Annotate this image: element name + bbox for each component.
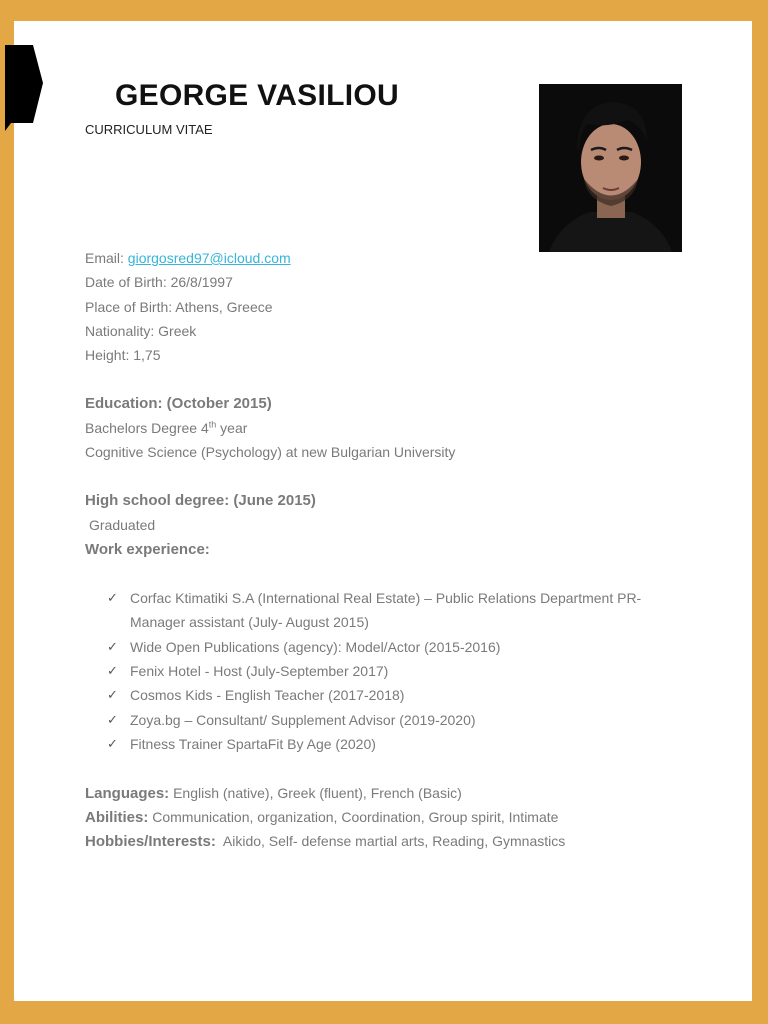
checkmark-icon: ✓ bbox=[107, 590, 118, 606]
profile-photo bbox=[539, 84, 682, 252]
list-item bbox=[85, 586, 725, 610]
education-degree bbox=[85, 416, 725, 440]
hobbies-line bbox=[85, 829, 725, 853]
checkmark-icon: ✓ bbox=[107, 735, 118, 751]
list-item bbox=[85, 635, 725, 659]
person-name: GEORGE VASILIOU bbox=[115, 79, 399, 112]
work-item-text: Fitness Trainer SpartaFit By Age (2020) bbox=[130, 735, 376, 752]
list-item bbox=[85, 659, 725, 683]
work-experience-heading: Work experience: bbox=[85, 540, 210, 558]
email-link[interactable]: giorgosred97@icloud.com bbox=[127, 250, 291, 266]
work-item-text: Wide Open Publications (agency): Model/Actor (2015-2016) bbox=[130, 638, 501, 655]
place-of-birth: Place of Birth: Athens, Greece bbox=[85, 298, 273, 315]
work-item-text: Manager assistant (July- August 2015) bbox=[130, 614, 369, 631]
list-item bbox=[85, 683, 725, 707]
email-line bbox=[85, 246, 725, 270]
work-experience-list bbox=[85, 586, 725, 756]
languages-line bbox=[85, 781, 725, 805]
abilities-line bbox=[85, 805, 725, 829]
checkmark-icon: ✓ bbox=[107, 711, 118, 727]
checkmark-icon: ✓ bbox=[107, 687, 118, 703]
education-heading: Education: (October 2015) bbox=[85, 394, 272, 412]
work-item-text: Cosmos Kids - English Teacher (2017-2018) bbox=[130, 687, 405, 704]
high-school-heading: High school degree: (June 2015) bbox=[85, 491, 316, 509]
nationality: Nationality: Greek bbox=[85, 322, 197, 339]
list-item bbox=[85, 708, 725, 732]
work-item-text: Zoya.bg – Consultant/ Supplement Advisor (2019-2020) bbox=[130, 711, 476, 728]
degree-suffix: year bbox=[216, 420, 248, 437]
checkmark-icon: ✓ bbox=[107, 638, 118, 654]
list-item bbox=[85, 732, 725, 756]
checkmark-icon: ✓ bbox=[107, 663, 118, 679]
hobbies-label: Hobbies/Interests: bbox=[85, 833, 216, 851]
degree-text: Bachelors Degree 4 bbox=[85, 420, 209, 437]
languages-label: Languages: bbox=[85, 784, 170, 802]
list-item-continuation bbox=[85, 610, 725, 634]
hobbies-value: Aikido, Self- defense martial arts, Reading, Gymnastics bbox=[215, 833, 566, 850]
languages-value: English (native), Greek (fluent), French (Basic) bbox=[169, 784, 462, 801]
cv-content bbox=[85, 246, 725, 853]
work-item-text: Fenix Hotel - Host (July-September 2017) bbox=[130, 663, 389, 680]
cv-page bbox=[14, 21, 752, 1001]
black-tab-decoration bbox=[5, 45, 43, 131]
abilities-value: Communication, organization, Coordination, Group spirit, Intimate bbox=[148, 808, 559, 825]
date-of-birth: Date of Birth: 26/8/1997 bbox=[85, 274, 233, 291]
height: Height: 1,75 bbox=[85, 347, 161, 364]
high-school-status: Graduated bbox=[89, 517, 156, 534]
degree-superscript: th bbox=[208, 419, 217, 430]
work-item-text: Corfac Ktimatiki S.A (International Real Estate) – Public Relations Department PR- bbox=[130, 590, 642, 607]
abilities-label: Abilities: bbox=[85, 808, 149, 826]
email-label: Email: bbox=[85, 250, 128, 266]
document-subtitle: CURRICULUM VITAE bbox=[85, 122, 213, 137]
education-field: Cognitive Science (Psychology) at new Bulgarian University bbox=[85, 444, 456, 461]
